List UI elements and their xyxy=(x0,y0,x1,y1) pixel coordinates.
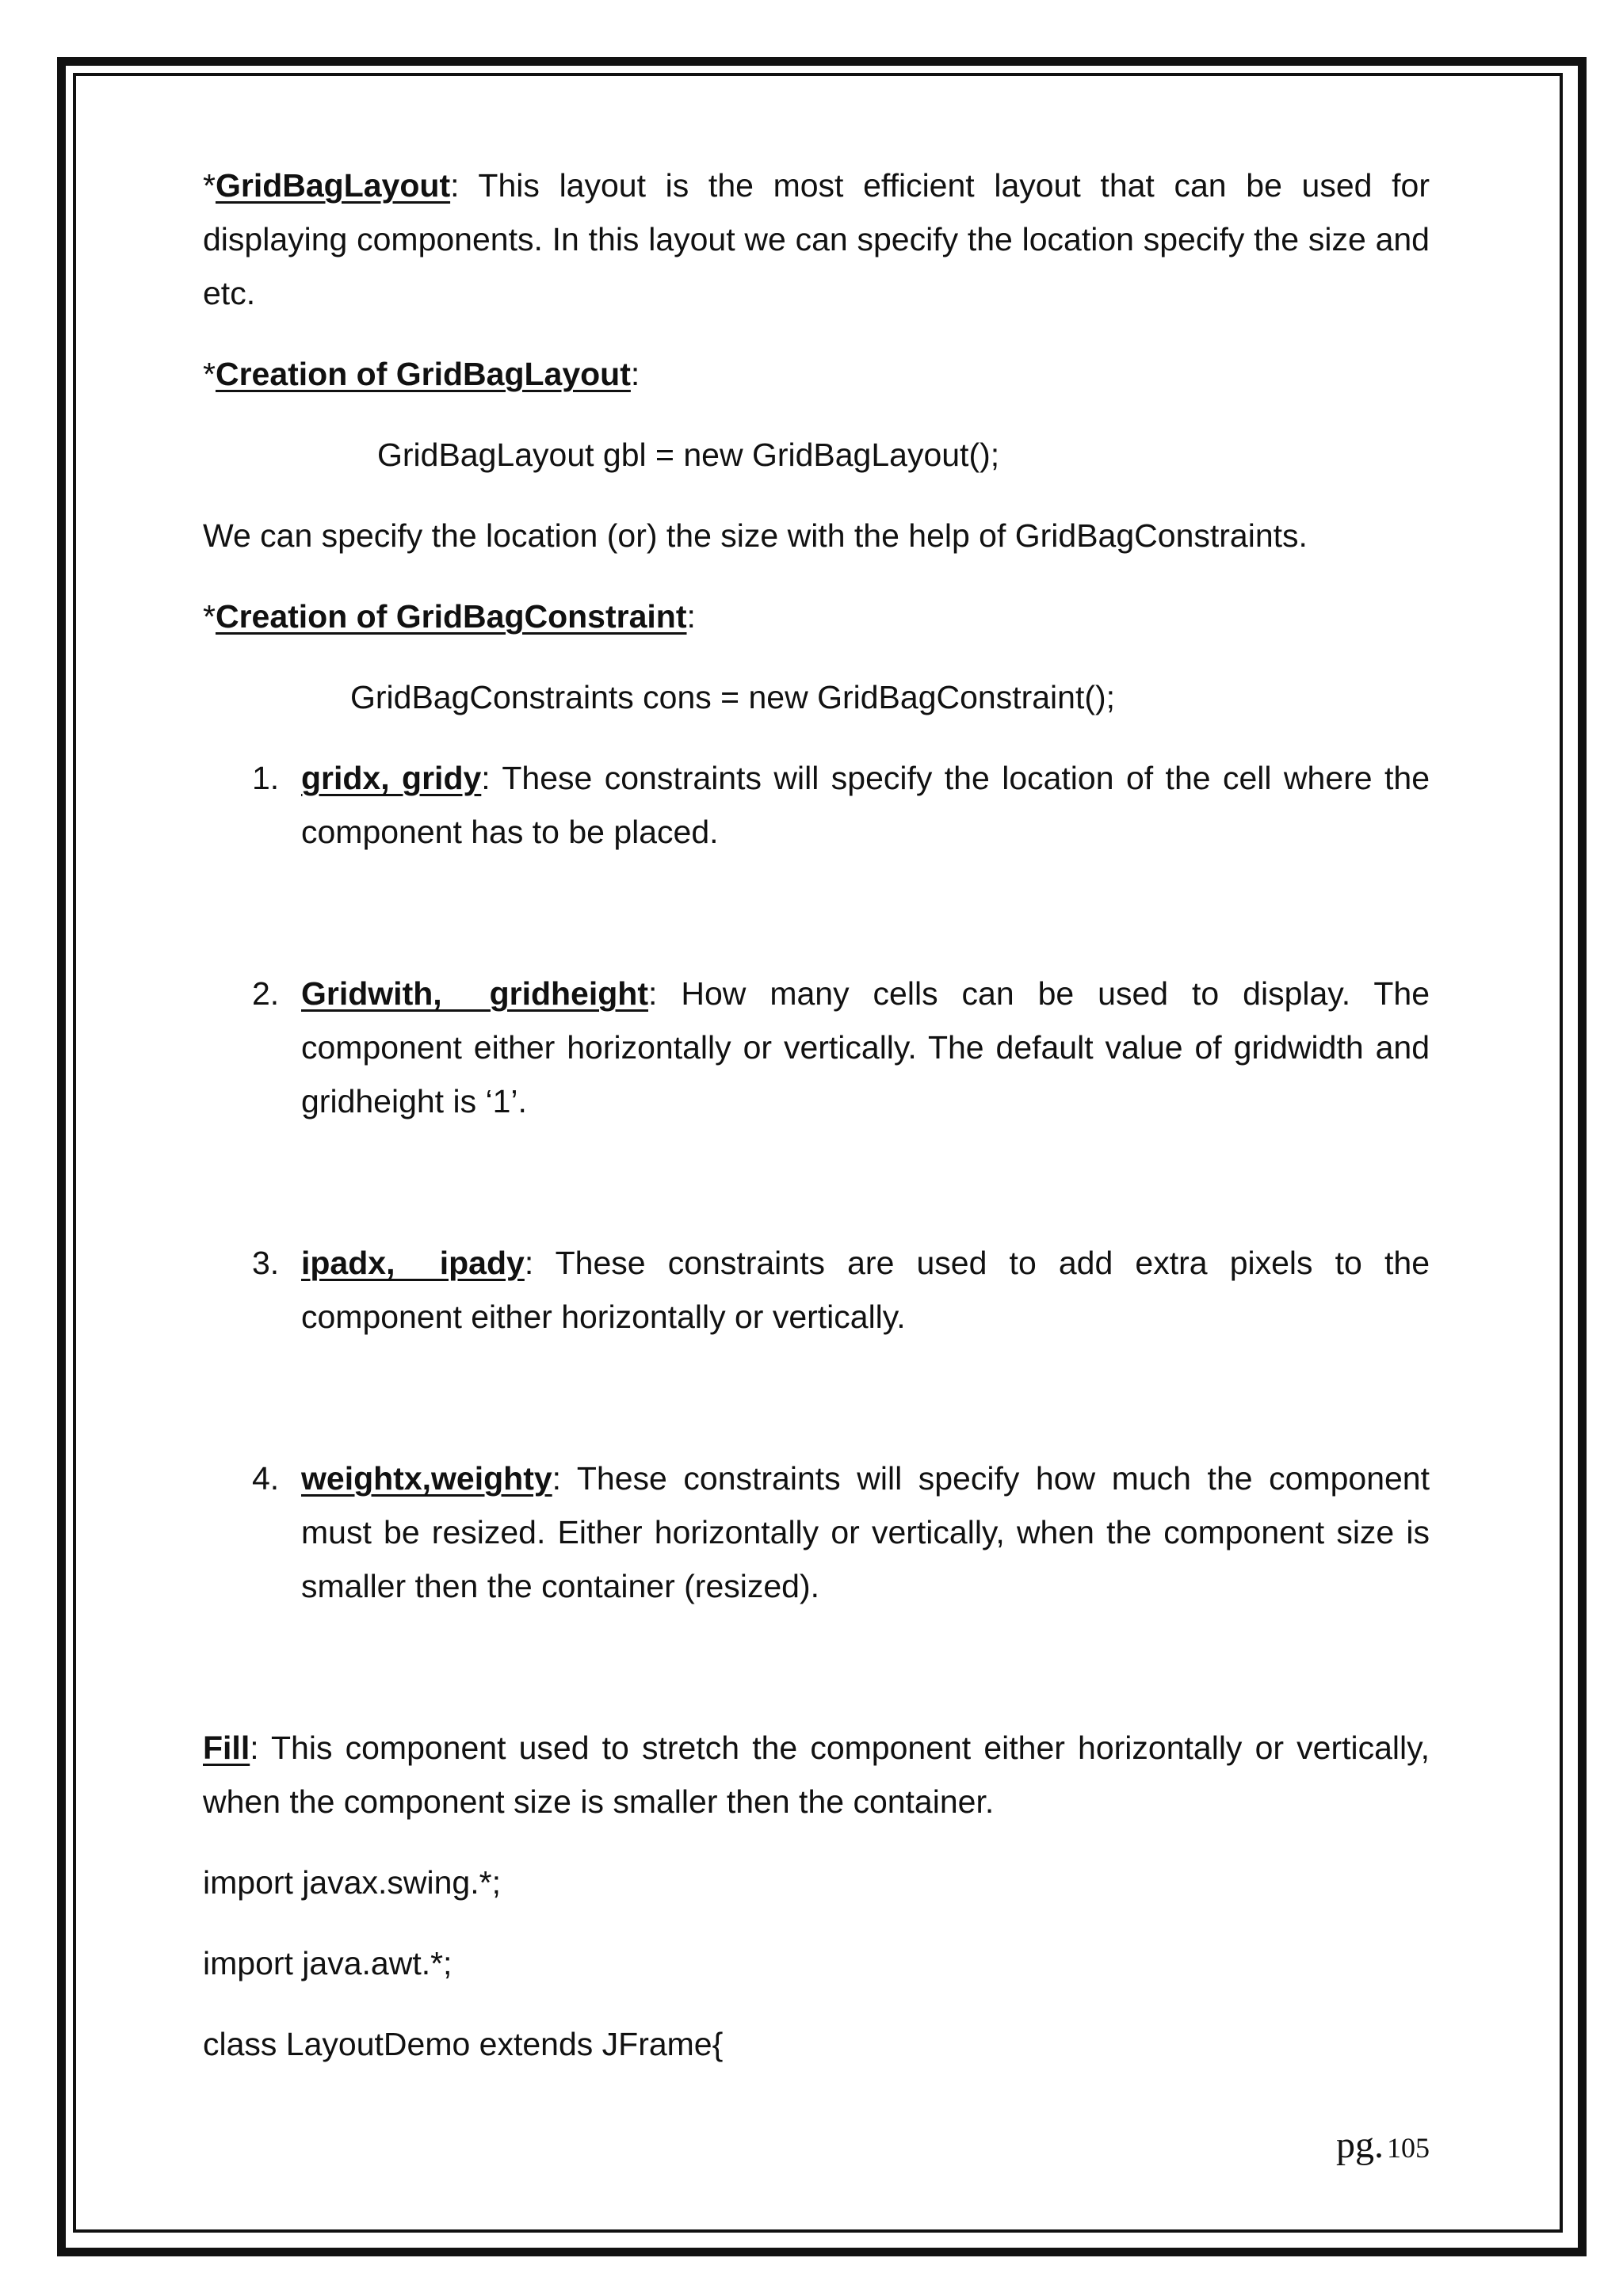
list-number: 2. xyxy=(252,975,280,1012)
list-number: 4. xyxy=(252,1460,280,1497)
creation-gridbaglayout-heading xyxy=(203,347,1430,401)
term-fill: Fill xyxy=(203,1730,250,1766)
list-item xyxy=(203,751,1430,859)
term-gridbaglayout: GridBagLayout xyxy=(215,167,451,204)
fill-text: : This component used to stretch the component either horizontally or vertically, when the component size is smaller then the container. xyxy=(203,1730,1430,1820)
list-item xyxy=(203,967,1430,1128)
constraints-list xyxy=(203,751,1430,1613)
list-item xyxy=(203,1236,1430,1344)
page-content xyxy=(203,158,1430,2098)
code-line: import javax.swing.*; xyxy=(203,1864,501,1901)
page-number-value: 105 xyxy=(1387,2132,1430,2164)
list-number: 1. xyxy=(252,760,280,796)
list-number: 3. xyxy=(252,1245,280,1281)
colon: : xyxy=(686,598,696,635)
list-text: : These constraints will specify how much the component must be resized. Either horizontally or vertically, when the component size is smaller then the container (resized). xyxy=(301,1460,1430,1604)
colon: : xyxy=(630,356,640,392)
code-gridbaglayout: GridBagLayout gbl = new GridBagLayout(); xyxy=(377,437,1000,473)
gridbaglayout-text: : This layout is the most efficient layout that can be used for displaying components. In this layout we can specify the location specify the size and etc. xyxy=(203,167,1430,311)
code-line: class LayoutDemo extends JFrame{ xyxy=(203,2026,724,2062)
list-item xyxy=(203,1451,1430,1613)
term-weightx-weighty: weightx,weighty xyxy=(301,1460,552,1497)
term-gridwidth-gridheight: Gridwith, gridheight xyxy=(301,975,648,1012)
asterisk: * xyxy=(203,356,216,392)
intro-constraints: We can specify the location (or) the size with the help of GridBagConstraints. xyxy=(203,517,1308,554)
code-line: import java.awt.*; xyxy=(203,1945,453,1981)
gridbaglayout-definition xyxy=(203,158,1430,320)
code-gridbagconstraints: GridBagConstraints cons = new GridBagConstraint(); xyxy=(350,679,1116,715)
list-text: : How many cells can be used to display. The component either horizontally or vertically. The default value of gridwidth and gridheight is ‘1’. xyxy=(301,975,1430,1119)
page-label: pg. xyxy=(1336,2124,1384,2166)
creation-gridbagconstraint-heading xyxy=(203,589,1430,643)
page-number xyxy=(1336,2123,1430,2167)
asterisk: * xyxy=(203,167,216,204)
fill-definition xyxy=(203,1721,1430,1829)
list-text: : These constraints are used to add extra pixels to the component either horizontally or vertically. xyxy=(301,1245,1430,1335)
term-gridx-gridy: gridx, gridy xyxy=(301,760,482,796)
term-ipadx-ipady: ipadx, ipady xyxy=(301,1245,525,1281)
list-text: : These constraints will specify the location of the cell where the component has to be placed. xyxy=(301,760,1430,850)
term-creation-gridbagconstraint: Creation of GridBagConstraint xyxy=(215,598,687,635)
asterisk: * xyxy=(203,598,216,635)
term-creation-gridbaglayout: Creation of GridBagLayout xyxy=(215,356,631,392)
